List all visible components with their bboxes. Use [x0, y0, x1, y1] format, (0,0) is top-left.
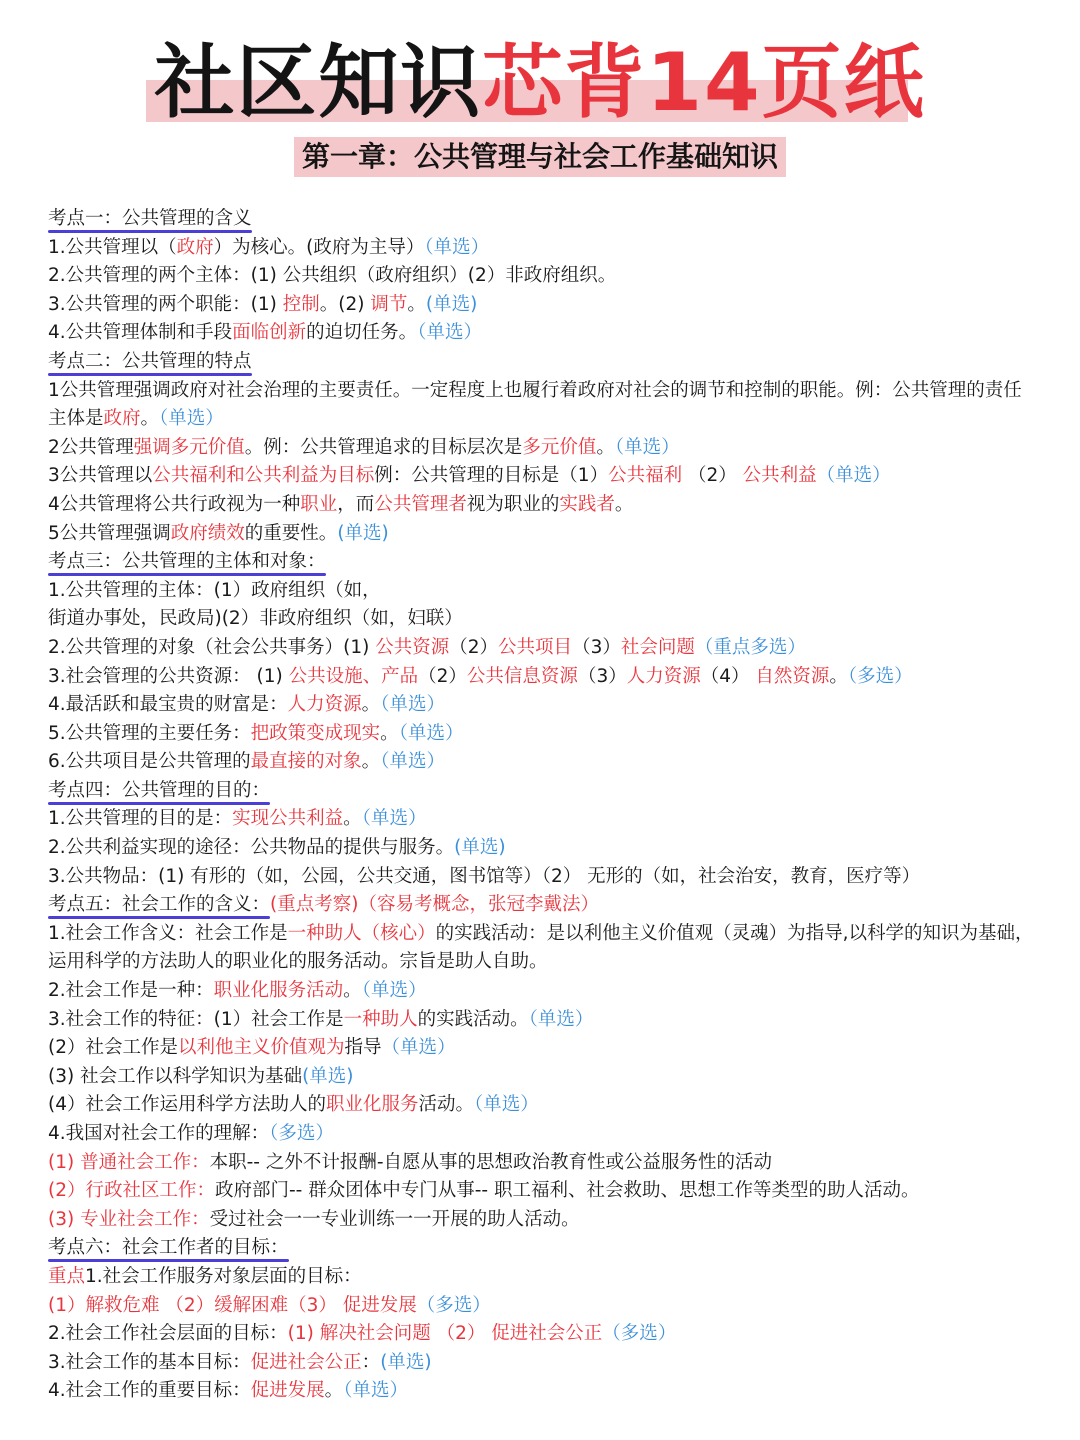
- note-line: [48, 720, 1038, 749]
- key-term: 强调多元价值: [133, 436, 245, 458]
- text-segment: （2）: [449, 636, 499, 658]
- note-line: [48, 234, 1038, 263]
- question-type-note: （单选）: [380, 694, 445, 716]
- key-term: 把政策变成现实: [250, 722, 381, 744]
- note-line: [48, 748, 1038, 777]
- question-type-note: (单选): [337, 522, 389, 544]
- question-type-note: （多选）: [269, 1123, 334, 1144]
- section-heading: [48, 777, 1038, 806]
- text-segment: 。: [614, 493, 634, 515]
- text-segment: （2）: [682, 465, 743, 487]
- text-segment: 街道办事处，民政局)(2）非政府组织（如，妇联）: [48, 608, 463, 630]
- text-segment: 2.公共管理的两个主体：(1) 公共组织（政府组织）(2）非政府组织。: [48, 265, 617, 287]
- text-segment: 5公共管理强调: [48, 522, 171, 544]
- section-heading-text: [48, 351, 252, 372]
- question-type-note: （单选）: [361, 808, 427, 830]
- question-type-note: （重点多选）: [694, 636, 806, 658]
- text-segment: 考点六：社会工作者的目标：: [48, 1237, 289, 1259]
- note-line: [48, 577, 1038, 606]
- title-part-2: 芯背14页纸: [482, 36, 926, 129]
- note-line: [48, 462, 1038, 491]
- note-line: [48, 1120, 1038, 1149]
- text-segment: 3.社会工作的特征：(1）社会工作是: [48, 1008, 344, 1030]
- text-segment: 的实践活动。: [417, 1008, 529, 1030]
- section-heading: [48, 1234, 1038, 1263]
- question-type-note: （单选）: [380, 751, 445, 773]
- heading-underline: [48, 573, 326, 576]
- text-segment: 。: [140, 408, 160, 430]
- text-segment: 的迫切任务。: [306, 322, 418, 344]
- key-term: 实践者: [559, 493, 615, 515]
- question-type-note: （单选）: [381, 1037, 456, 1059]
- note-line: [48, 663, 1038, 692]
- text-segment: 3公共管理以: [48, 465, 153, 487]
- heading-underline: [48, 916, 270, 919]
- text-segment: （4）: [700, 665, 756, 687]
- key-term: 公共管理者: [374, 493, 467, 515]
- note-line: [48, 262, 1038, 291]
- key-term: 一种助人（核心）: [287, 922, 436, 944]
- text-segment: 活动。: [418, 1094, 475, 1116]
- section-heading-text: [48, 208, 252, 229]
- text-segment: 指导: [344, 1037, 382, 1059]
- note-line: [48, 1177, 1038, 1206]
- question-type-note: （多选）: [416, 1294, 491, 1316]
- text-segment: 4.最活跃和最宝贵的财富是：: [48, 694, 288, 716]
- text-segment: （3）: [572, 636, 621, 658]
- key-term: (1) 解决社会问题 （2） 促进社会公正: [287, 1323, 603, 1345]
- key-term: 公共设施、产品: [288, 665, 419, 687]
- note-line: [48, 1206, 1038, 1235]
- text-segment: 2.公共利益实现的途径：公共物品的提供与服务。: [48, 837, 455, 859]
- page-title: [0, 28, 1080, 138]
- text-segment: ，而: [337, 493, 375, 515]
- key-term: 职业: [300, 493, 338, 515]
- text-segment: 。: [343, 808, 362, 830]
- note-line: [48, 977, 1038, 1006]
- text-segment: 。: [324, 1380, 344, 1402]
- note-line: [48, 434, 1038, 463]
- key-term: (重点考察)（容易考概念，张冠李戴法）: [270, 894, 599, 916]
- key-term: 公共福利: [608, 465, 683, 487]
- note-line: [48, 520, 1038, 549]
- note-line: [48, 920, 1038, 977]
- key-term: 公共利益: [742, 465, 817, 487]
- question-type-note: （多选）: [602, 1323, 677, 1345]
- text-segment: 2.社会工作社会层面的目标：: [48, 1323, 288, 1345]
- text-segment: 政府部门-- 群众团体中专门从事-- 职工福利、社会救助、思想工作等类型的助人活动。: [215, 1180, 920, 1202]
- text-segment: 受过社会一一专业训练一一开展的助人活动。: [209, 1208, 580, 1230]
- text-segment: 例：公共管理的目标是（1）: [374, 465, 609, 487]
- note-line: [48, 1349, 1038, 1378]
- text-segment: 视为职业的: [466, 493, 560, 515]
- key-term: 多元价值: [522, 436, 597, 458]
- text-segment: 。: [829, 665, 848, 687]
- key-term: 一种助人: [343, 1008, 418, 1030]
- notes-content: [48, 205, 1038, 1406]
- key-term: 自然资源: [755, 665, 830, 687]
- key-term: 重点: [48, 1265, 86, 1287]
- section-heading-text: [48, 894, 270, 915]
- key-term: (3) 专业社会工作：: [48, 1208, 210, 1230]
- key-term: 调节: [370, 293, 408, 315]
- note-line: [48, 1292, 1038, 1321]
- question-type-note: （单选）: [159, 408, 224, 430]
- note-line: [48, 291, 1038, 320]
- text-segment: 。: [380, 722, 399, 744]
- text-segment: (4）社会工作运用科学方法助人的: [48, 1094, 326, 1116]
- text-segment: 。(2): [319, 293, 371, 315]
- text-segment: 1.公共管理的主体：(1）政府组织（如，: [48, 579, 381, 601]
- note-line: [48, 605, 1038, 634]
- title-area: [0, 28, 1080, 138]
- text-segment: （2）: [418, 665, 467, 687]
- key-term: 政府绩效: [170, 522, 245, 544]
- note-line: [48, 1320, 1038, 1349]
- note-line: [48, 1063, 1038, 1092]
- section-heading: [48, 548, 1038, 577]
- text-segment: 4.公共管理体制和手段: [48, 322, 233, 344]
- key-term: 面临创新: [232, 322, 307, 344]
- question-type-note: （单选）: [424, 236, 490, 258]
- note-line: [48, 691, 1038, 720]
- key-term: 控制: [282, 293, 320, 315]
- text-segment: 的实践活动：是以利他主义价值观（灵魂）为指导,以科学的知识为基础，运用科学的方法助人的职业化的服务活动。宗旨是助人自助。: [48, 922, 1034, 973]
- key-term: 促进发展: [250, 1380, 325, 1402]
- question-type-note: (单选): [380, 1351, 432, 1373]
- text-segment: 2公共管理: [48, 436, 134, 458]
- note-line: [48, 1263, 1038, 1292]
- text-segment: 3.社会工作的基本目标：: [48, 1351, 251, 1373]
- text-segment: 1.公共管理的目的是：: [48, 808, 233, 830]
- text-segment: 。: [407, 293, 426, 315]
- question-type-note: （单选）: [528, 1008, 594, 1030]
- question-type-note: （单选）: [398, 722, 464, 744]
- note-line: [48, 1006, 1038, 1035]
- note-line: [48, 491, 1038, 520]
- text-segment: 4公共管理将公共行政视为一种: [48, 493, 301, 515]
- key-term: 公共福利和公共利益为目标: [152, 465, 375, 487]
- note-line: [48, 1377, 1038, 1406]
- section-heading-text: [48, 551, 326, 572]
- title-part-1: 社区知识: [154, 36, 483, 129]
- key-term: 职业化服务活动: [213, 980, 344, 1002]
- text-segment: 。: [343, 980, 362, 1002]
- question-type-note: （单选）: [417, 322, 482, 344]
- section-heading: [48, 205, 1038, 234]
- heading-underline: [48, 802, 270, 805]
- text-segment: ：: [361, 1351, 381, 1373]
- question-type-note: （单选）: [361, 980, 427, 1002]
- key-term: 职业化服务: [326, 1094, 419, 1116]
- text-segment: 考点四：公共管理的目的：: [48, 779, 271, 801]
- text-segment: 考点三：公共管理的主体和对象：: [48, 551, 326, 573]
- text-segment: 1公共管理强调政府对社会治理的主要责任。一定程度上也履行着政府对社会的调节和控制的职能。例：公共管理的责任主体是: [48, 379, 1022, 430]
- question-type-note: （单选）: [343, 1380, 408, 1402]
- text-segment: 2.公共管理的对象（社会公共事务）(1): [48, 636, 376, 658]
- question-type-note: （单选）: [474, 1094, 539, 1116]
- key-term: 最直接的对象: [250, 751, 362, 773]
- key-term: 政府: [176, 236, 214, 258]
- text-segment: 4.社会工作的重要目标：: [48, 1380, 251, 1402]
- key-term: 社会问题: [620, 636, 695, 658]
- text-segment: (2）社会工作是: [48, 1037, 178, 1059]
- key-term: (1) 普通社会工作：: [48, 1151, 210, 1173]
- question-type-note: (单选): [302, 1065, 354, 1087]
- question-type-note: (单选): [454, 837, 506, 859]
- section-heading: [48, 891, 1038, 920]
- key-term: 实现公共利益: [232, 808, 344, 830]
- note-line: [48, 1091, 1038, 1120]
- text-segment: 。: [361, 694, 381, 716]
- section-heading-text: [48, 1237, 289, 1258]
- key-term: 人力资源: [287, 694, 362, 716]
- note-line: [48, 834, 1038, 863]
- text-segment: 2.社会工作是一种：: [48, 980, 214, 1002]
- question-type-note: （单选）: [816, 465, 891, 487]
- key-term: 人力资源: [626, 665, 701, 687]
- text-segment: 6.公共项目是公共管理的: [48, 751, 251, 773]
- note-line: [48, 1034, 1038, 1063]
- key-term: 公共信息资源: [466, 665, 578, 687]
- chapter-subtitle: [0, 137, 1080, 177]
- key-term: 以利他主义价值观为: [178, 1037, 345, 1059]
- text-segment: 1.公共管理以（: [48, 236, 177, 258]
- key-term: 公共资源: [375, 636, 450, 658]
- key-term: 政府: [103, 408, 141, 430]
- text-segment: 考点二：公共管理的特点: [48, 350, 252, 372]
- text-segment: 3.社会管理的公共资源： (1): [48, 665, 289, 687]
- note-line: [48, 805, 1038, 834]
- text-segment: 考点一：公共管理的含义: [48, 208, 252, 229]
- text-segment: 。例：公共管理追求的目标层次是: [244, 436, 523, 458]
- text-segment: 3.公共物品：(1) 有形的（如，公园，公共交通，图书馆等）（2） 无形的（如，社会治安，教育，医疗等）: [48, 865, 921, 887]
- section-heading: [48, 348, 1038, 377]
- chapter-subtitle-text: 第一章：公共管理与社会工作基础知识: [294, 137, 786, 177]
- text-segment: 1.社会工作含义：社会工作是: [48, 922, 288, 944]
- text-segment: 3.公共管理的两个职能：(1): [48, 293, 283, 315]
- text-segment: ）为核心。(政府为主导）: [213, 236, 425, 258]
- note-line: [48, 319, 1038, 348]
- note-line: [48, 1149, 1038, 1178]
- text-segment: 1.社会工作服务对象层面的目标：: [85, 1265, 362, 1287]
- question-type-note: （多选）: [847, 665, 913, 687]
- key-term: 公共项目: [498, 636, 573, 658]
- text-segment: 考点五：社会工作的含义：: [48, 894, 271, 916]
- note-line: [48, 863, 1038, 892]
- key-term: (1）解救危难 （2）缓解困难（3） 促进发展: [48, 1294, 417, 1316]
- heading-underline: [48, 373, 252, 376]
- heading-underline: [48, 230, 252, 233]
- note-line: [48, 377, 1038, 434]
- key-term: 促进社会公正: [250, 1351, 362, 1373]
- question-type-note: （单选）: [614, 436, 680, 458]
- section-heading-text: [48, 780, 270, 801]
- text-segment: （3）: [577, 665, 627, 687]
- note-line: [48, 634, 1038, 663]
- text-segment: 。: [596, 436, 615, 458]
- question-type-note: (单选): [425, 293, 478, 315]
- text-segment: (3) 社会工作以科学知识为基础: [48, 1065, 303, 1087]
- text-segment: 4.我国对社会工作的理解：: [48, 1123, 270, 1144]
- text-segment: 的重要性。: [244, 522, 338, 544]
- text-segment: 本职-- 之外不计报酬-自愿从事的思想政治教育性或公益服务性的活动: [209, 1151, 773, 1173]
- key-term: (2）行政社区工作：: [48, 1180, 215, 1202]
- text-segment: 。: [361, 751, 381, 773]
- text-segment: 5.公共管理的主要任务：: [48, 722, 251, 744]
- heading-underline: [48, 1259, 289, 1262]
